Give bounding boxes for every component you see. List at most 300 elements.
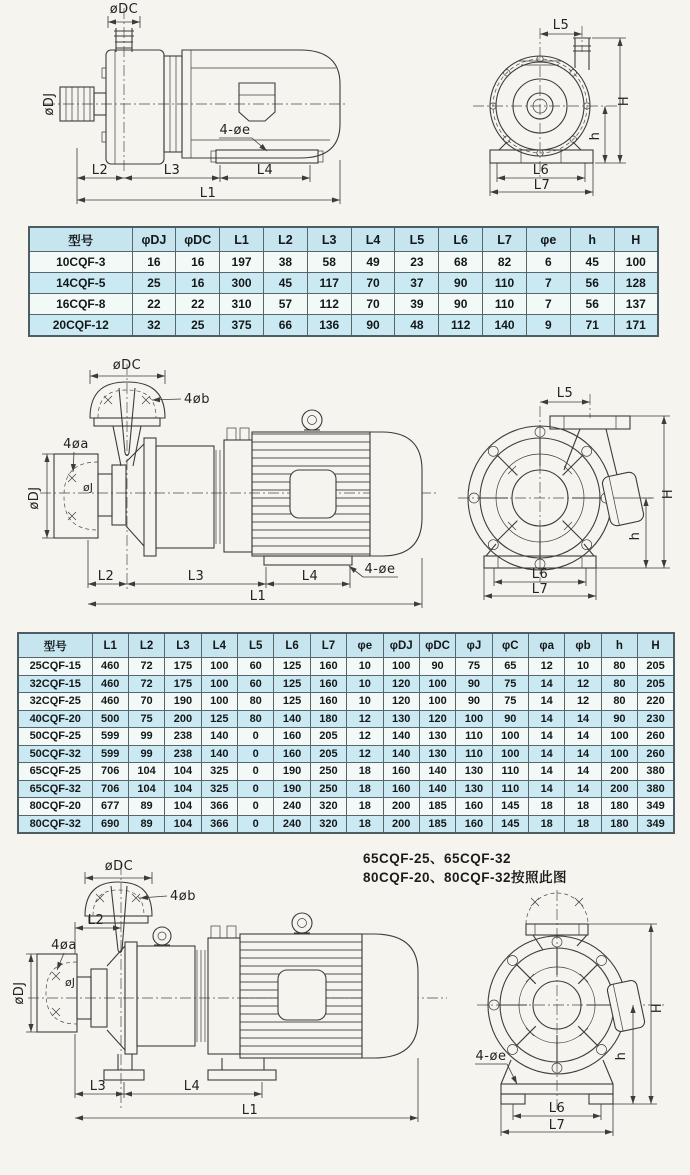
- pump-drawing-small-front: [455, 8, 680, 212]
- large-pump-dimension-table: [17, 632, 675, 834]
- large-pump-dimension-table-wrap: [17, 632, 675, 834]
- dim-label-dj: øDJ: [27, 486, 42, 510]
- dimension-cell: 110: [492, 763, 528, 781]
- dimension-cell: 14: [565, 745, 601, 763]
- dimension-cell: 136: [307, 315, 351, 337]
- table-row: [29, 294, 658, 315]
- column-header: L5: [238, 633, 274, 658]
- dimension-cell: 18: [565, 815, 601, 833]
- dim-label-l2: L2: [91, 163, 109, 178]
- dimension-cell: 14: [565, 763, 601, 781]
- model-cell: 10CQF-3: [29, 252, 132, 273]
- dimension-cell: 100: [492, 728, 528, 746]
- dim-label-l6: L6: [532, 163, 550, 178]
- dimension-cell: 110: [492, 780, 528, 798]
- model-cell: 50CQF-25: [18, 728, 92, 746]
- dimension-cell: 10: [565, 658, 601, 676]
- dimension-cell: 14: [529, 763, 565, 781]
- dimension-cell: 80: [601, 693, 637, 711]
- dim-label-dc: øDC: [109, 2, 139, 17]
- dj-dimension: [42, 454, 58, 538]
- dimension-cell: 70: [128, 693, 164, 711]
- note-line-2: 80CQF-20、80CQF-32按照此图: [363, 870, 568, 885]
- dimension-cell: 104: [165, 763, 201, 781]
- dimension-cell: 128: [614, 273, 658, 294]
- dimension-cell: 80: [601, 675, 637, 693]
- dimension-cell: 185: [419, 798, 455, 816]
- dimension-cell: 200: [383, 798, 419, 816]
- model-cell: 80CQF-20: [18, 798, 92, 816]
- dimension-cell: 349: [638, 815, 674, 833]
- discharge-flange: [526, 893, 588, 950]
- dimension-cell: 22: [132, 294, 176, 315]
- dimension-cell: 70: [351, 294, 395, 315]
- dimension-cell: 325: [201, 763, 237, 781]
- dimension-cell: 100: [601, 728, 637, 746]
- dimension-cell: 0: [238, 798, 274, 816]
- dimension-cell: 0: [238, 780, 274, 798]
- terminal-box: [601, 471, 645, 527]
- dimension-cell: 9: [526, 315, 570, 337]
- header-row: [29, 227, 658, 252]
- dimension-cell: 310: [220, 294, 264, 315]
- dimension-cell: 180: [601, 815, 637, 833]
- dimension-cell: 14: [565, 728, 601, 746]
- dimension-cell: 130: [419, 745, 455, 763]
- model-cell: 32CQF-25: [18, 693, 92, 711]
- dimension-cell: 25: [176, 315, 220, 337]
- dimension-cell: 197: [220, 252, 264, 273]
- column-header: 型号: [29, 227, 132, 252]
- column-header: 型号: [18, 633, 92, 658]
- table-row: [29, 315, 658, 337]
- dj-dimension: [26, 954, 42, 1032]
- column-header: L4: [351, 227, 395, 252]
- dimension-cell: 0: [238, 745, 274, 763]
- dimension-cell: 14: [565, 780, 601, 798]
- dimension-cell: 18: [347, 815, 383, 833]
- table-row: [18, 675, 674, 693]
- dimension-cell: 38: [263, 252, 307, 273]
- table-row: [18, 728, 674, 746]
- column-header: L6: [439, 227, 483, 252]
- table-row: [18, 763, 674, 781]
- model-cell: 20CQF-12: [29, 315, 132, 337]
- dimension-cell: 90: [456, 693, 492, 711]
- pump-drawing-small-side: [20, 0, 350, 212]
- dim-label-l1: L1: [199, 186, 217, 201]
- dimension-cell: 14: [529, 675, 565, 693]
- dim-label-l7: L7: [531, 582, 549, 597]
- dimension-cell: 45: [263, 273, 307, 294]
- dimension-cell: 140: [383, 728, 419, 746]
- dimension-cell: 112: [439, 315, 483, 337]
- dimension-cell: 90: [601, 710, 637, 728]
- dimension-cell: 320: [310, 798, 346, 816]
- dim-label-l4: L4: [256, 163, 274, 178]
- dim-label-j: øJ: [83, 481, 93, 494]
- note-line-1: 65CQF-25、65CQF-32: [363, 851, 512, 866]
- centerlines: [44, 8, 348, 172]
- dimension-cell: 460: [92, 693, 128, 711]
- dimension-cell: 39: [395, 294, 439, 315]
- dimension-cell: 200: [165, 710, 201, 728]
- dimension-cell: 14: [529, 745, 565, 763]
- dim-label-h: h: [614, 1051, 629, 1061]
- table-row: [18, 745, 674, 763]
- dim-label-j: øJ: [65, 976, 75, 989]
- dimension-cell: 16: [176, 252, 220, 273]
- dimension-cell: 99: [128, 728, 164, 746]
- dimension-cell: 120: [383, 693, 419, 711]
- motor: [240, 913, 418, 1058]
- dimension-cell: 160: [310, 693, 346, 711]
- dimension-cell: 90: [439, 273, 483, 294]
- dim-label-h: h: [588, 131, 603, 141]
- dimension-cell: 190: [165, 693, 201, 711]
- dimension-cell: 160: [383, 763, 419, 781]
- dimension-cell: 104: [165, 815, 201, 833]
- dimension-cell: 300: [220, 273, 264, 294]
- dim-label-4e: 4-øe: [219, 123, 251, 138]
- dimension-cell: 110: [456, 745, 492, 763]
- dimension-cell: 260: [638, 745, 674, 763]
- dimension-cell: 14: [529, 728, 565, 746]
- dim-label-H: H: [661, 488, 676, 500]
- dimension-cell: 100: [614, 252, 658, 273]
- dimension-cell: 18: [347, 780, 383, 798]
- dimension-cell: 16: [132, 252, 176, 273]
- dimension-cell: 160: [274, 728, 310, 746]
- column-header: H: [638, 633, 674, 658]
- dimension-cell: 65: [492, 658, 528, 676]
- dimension-cell: 100: [201, 675, 237, 693]
- dimension-cell: 12: [565, 693, 601, 711]
- dimension-cell: 100: [419, 693, 455, 711]
- dimension-cell: 14: [565, 710, 601, 728]
- model-cell: 65CQF-25: [18, 763, 92, 781]
- dimension-cell: 200: [601, 780, 637, 798]
- dimension-cell: 160: [310, 658, 346, 676]
- dim-label-l5: L5: [556, 386, 574, 401]
- dimension-cell: 48: [395, 315, 439, 337]
- dimension-cell: 220: [638, 693, 674, 711]
- pump-drawing-medium-front: [438, 378, 690, 610]
- dimension-cell: 320: [310, 815, 346, 833]
- dimension-cell: 180: [601, 798, 637, 816]
- dimension-cell: 60: [238, 658, 274, 676]
- model-cell: 65CQF-32: [18, 780, 92, 798]
- dimension-cell: 185: [419, 815, 455, 833]
- dimension-cell: 90: [351, 315, 395, 337]
- dim-label-l1: L1: [241, 1103, 259, 1118]
- dimension-cell: 205: [310, 728, 346, 746]
- dim-label-l2: L2: [87, 913, 105, 928]
- model-cell: 50CQF-32: [18, 745, 92, 763]
- dimension-cell: 71: [570, 315, 614, 337]
- dimension-cell: 250: [310, 763, 346, 781]
- dim-label-l7: L7: [533, 178, 551, 193]
- dimension-cell: 190: [274, 763, 310, 781]
- dimension-cell: 90: [456, 675, 492, 693]
- column-header: h: [601, 633, 637, 658]
- dim-label-dc: øDC: [112, 358, 142, 373]
- dimension-cell: 460: [92, 675, 128, 693]
- dimension-cell: 160: [456, 798, 492, 816]
- dimension-cell: 14: [529, 780, 565, 798]
- discharge-flange: [90, 382, 165, 456]
- dim-label-4b: 4øb: [184, 392, 210, 407]
- dimension-cell: 12: [529, 658, 565, 676]
- column-header: L3: [165, 633, 201, 658]
- dimension-cell: 100: [601, 745, 637, 763]
- dimension-cell: 57: [263, 294, 307, 315]
- dimension-cell: 175: [165, 675, 201, 693]
- dimension-cell: 12: [347, 710, 383, 728]
- dimension-cell: 32: [132, 315, 176, 337]
- dimension-cell: 37: [395, 273, 439, 294]
- dimension-cell: 90: [439, 294, 483, 315]
- dimension-cell: 110: [456, 728, 492, 746]
- dimension-cell: 205: [310, 745, 346, 763]
- dimension-cell: 14: [529, 693, 565, 711]
- dimension-cell: 706: [92, 780, 128, 798]
- dimension-cell: 140: [419, 763, 455, 781]
- terminal-box: [606, 979, 645, 1032]
- pump-head: [102, 50, 182, 164]
- dimension-cell: 180: [310, 710, 346, 728]
- dimension-cell: 18: [347, 798, 383, 816]
- dimension-cell: 70: [351, 273, 395, 294]
- dimension-cell: 104: [165, 798, 201, 816]
- dim-label-l1: L1: [249, 589, 267, 604]
- dimension-cell: 90: [492, 710, 528, 728]
- motor: [252, 410, 422, 565]
- header-row: [18, 633, 674, 658]
- suction-flange: [54, 454, 98, 538]
- dimension-cell: 18: [529, 798, 565, 816]
- dimension-cell: 75: [492, 693, 528, 711]
- model-cell: 16CQF-8: [29, 294, 132, 315]
- dimension-cell: 160: [274, 745, 310, 763]
- dimension-cell: 599: [92, 745, 128, 763]
- dimension-cell: 238: [165, 745, 201, 763]
- dim-label-4a: 4øa: [51, 938, 77, 953]
- dimension-cell: 205: [638, 658, 674, 676]
- column-header: φb: [565, 633, 601, 658]
- column-header: φDJ: [383, 633, 419, 658]
- dimension-cell: 366: [201, 798, 237, 816]
- dimension-cell: 690: [92, 815, 128, 833]
- dimension-cell: 190: [274, 780, 310, 798]
- dimension-cell: 205: [638, 675, 674, 693]
- dimension-cell: 82: [483, 252, 527, 273]
- dim-label-l5: L5: [552, 18, 570, 33]
- dimension-cell: 72: [128, 675, 164, 693]
- dim-label-l3: L3: [89, 1079, 107, 1094]
- base-foot: [490, 142, 593, 163]
- dimension-cell: 160: [456, 815, 492, 833]
- model-cell: 80CQF-32: [18, 815, 92, 833]
- dimension-cell: 145: [492, 798, 528, 816]
- dimension-cell: 120: [419, 710, 455, 728]
- dimension-cell: 250: [310, 780, 346, 798]
- dim-label-l6: L6: [548, 1101, 566, 1116]
- column-header: L4: [201, 633, 237, 658]
- dimension-cell: 58: [307, 252, 351, 273]
- table-row: [18, 693, 674, 711]
- dim-label-h: h: [628, 531, 643, 541]
- dimension-cell: 6: [526, 252, 570, 273]
- model-cell: 14CQF-5: [29, 273, 132, 294]
- dim-label-l6: L6: [531, 567, 549, 582]
- column-header: φa: [529, 633, 565, 658]
- model-cell: 32CQF-15: [18, 675, 92, 693]
- outlet-pipe: [573, 38, 591, 70]
- dimension-cell: 325: [201, 780, 237, 798]
- small-pump-dimension-table: [28, 226, 659, 337]
- dimension-cell: 599: [92, 728, 128, 746]
- dimension-cell: 677: [92, 798, 128, 816]
- dim-label-H: H: [650, 1002, 665, 1014]
- 4b-leader: [152, 399, 181, 400]
- dimension-cell: 18: [347, 763, 383, 781]
- dimension-cell: 7: [526, 294, 570, 315]
- column-header: L5: [395, 227, 439, 252]
- dimension-cell: 72: [128, 658, 164, 676]
- dimension-cell: 117: [307, 273, 351, 294]
- dimension-cell: 80: [238, 710, 274, 728]
- dimension-cell: 140: [419, 780, 455, 798]
- dimension-cell: 140: [201, 728, 237, 746]
- dimension-cell: 160: [383, 780, 419, 798]
- dimension-cell: 75: [492, 675, 528, 693]
- dimension-cell: 375: [220, 315, 264, 337]
- dimension-cell: 130: [456, 780, 492, 798]
- dim-label-4a: 4øa: [63, 437, 89, 452]
- pump-drawing-large-front: [455, 888, 690, 1173]
- dimension-cell: 56: [570, 273, 614, 294]
- dimension-cell: 460: [92, 658, 128, 676]
- dimension-cell: 171: [614, 315, 658, 337]
- dimension-cell: 240: [274, 798, 310, 816]
- 4a-leader: [73, 452, 74, 472]
- column-header: φDJ: [132, 227, 176, 252]
- base-foot: [211, 150, 323, 163]
- dimension-cell: 100: [201, 693, 237, 711]
- dim-label-4b: 4øb: [170, 889, 196, 904]
- dimension-cell: 125: [201, 710, 237, 728]
- dimension-cell: 137: [614, 294, 658, 315]
- dimension-cell: 238: [165, 728, 201, 746]
- column-header: L6: [274, 633, 310, 658]
- dimension-cell: 104: [165, 780, 201, 798]
- dimension-cell: 23: [395, 252, 439, 273]
- dimension-cell: 104: [128, 780, 164, 798]
- table-row: [29, 252, 658, 273]
- dimension-cell: 140: [483, 315, 527, 337]
- column-header: L7: [310, 633, 346, 658]
- dimension-cell: 140: [383, 745, 419, 763]
- column-header: L2: [263, 227, 307, 252]
- table-row: [18, 710, 674, 728]
- dim-label-l7: L7: [548, 1118, 566, 1133]
- dim-label-4e: 4-øe: [364, 562, 396, 577]
- dimension-cell: 120: [383, 675, 419, 693]
- dimension-cell: 45: [570, 252, 614, 273]
- dimension-cell: 0: [238, 728, 274, 746]
- dimension-cell: 706: [92, 763, 128, 781]
- dimension-cell: 104: [128, 763, 164, 781]
- dimension-cell: 200: [601, 763, 637, 781]
- dim-label-dj: øDJ: [42, 92, 57, 116]
- model-cell: 40CQF-20: [18, 710, 92, 728]
- dimension-cell: 60: [238, 675, 274, 693]
- table-row: [18, 658, 674, 676]
- dimension-cell: 18: [565, 798, 601, 816]
- dimension-cell: 49: [351, 252, 395, 273]
- 4e-leader: [475, 1064, 517, 1084]
- dimension-cell: 12: [565, 675, 601, 693]
- column-header: L2: [128, 633, 164, 658]
- dimension-cell: 80: [601, 658, 637, 676]
- dim-label-l4: L4: [301, 569, 319, 584]
- dim-label-dc: øDC: [104, 859, 134, 874]
- dimension-cell: 349: [638, 798, 674, 816]
- dim-label-l3: L3: [163, 163, 181, 178]
- dimension-cell: 12: [347, 745, 383, 763]
- dimension-cell: 130: [456, 763, 492, 781]
- dimension-cell: 18: [529, 815, 565, 833]
- column-header: h: [570, 227, 614, 252]
- dimension-cell: 100: [456, 710, 492, 728]
- dimension-cell: 240: [274, 815, 310, 833]
- dimension-cell: 75: [456, 658, 492, 676]
- dimension-cell: 22: [176, 294, 220, 315]
- dimension-cell: 380: [638, 763, 674, 781]
- dim-label-H: H: [617, 95, 632, 107]
- dim-label-l4: L4: [183, 1079, 201, 1094]
- column-header: L7: [483, 227, 527, 252]
- dimension-cell: 66: [263, 315, 307, 337]
- dimension-cell: 125: [274, 675, 310, 693]
- column-header: φDC: [419, 633, 455, 658]
- dim-label-dj: øDJ: [12, 981, 27, 1005]
- dimension-cell: 112: [307, 294, 351, 315]
- pump-body: [77, 926, 240, 1054]
- dimension-cell: 230: [638, 710, 674, 728]
- dimension-cell: 380: [638, 780, 674, 798]
- dimension-cell: 125: [274, 693, 310, 711]
- dimension-cell: 145: [492, 815, 528, 833]
- dimension-cell: 0: [238, 763, 274, 781]
- table-row: [29, 273, 658, 294]
- column-header: φe: [526, 227, 570, 252]
- dimension-cell: 125: [274, 658, 310, 676]
- model-cell: 25CQF-15: [18, 658, 92, 676]
- dimension-cell: 130: [383, 710, 419, 728]
- column-header: φe: [347, 633, 383, 658]
- dimension-cell: 0: [238, 815, 274, 833]
- dimension-cell: 7: [526, 273, 570, 294]
- dimension-cell: 14: [529, 710, 565, 728]
- dimension-cell: 160: [310, 675, 346, 693]
- dimension-cell: 56: [570, 294, 614, 315]
- dimension-cell: 89: [128, 798, 164, 816]
- dim-label-4e: 4-øe: [475, 1049, 507, 1064]
- dimension-cell: 500: [92, 710, 128, 728]
- dimension-cell: 99: [128, 745, 164, 763]
